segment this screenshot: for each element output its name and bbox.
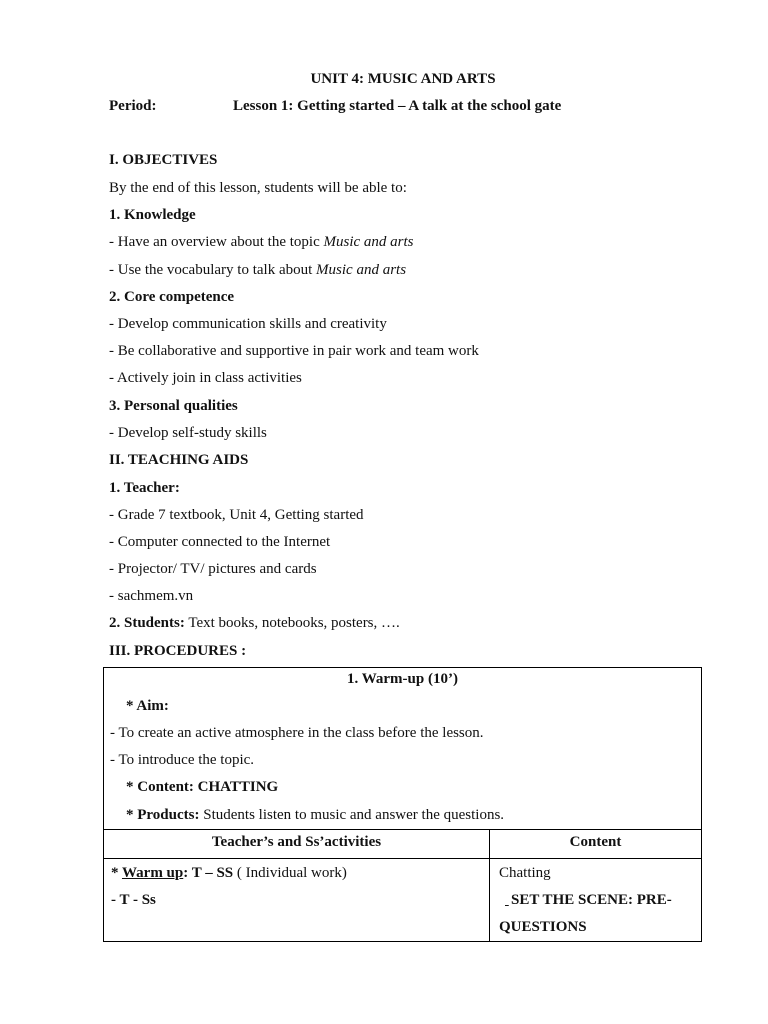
students-line xyxy=(109,613,400,633)
products-label: * Products: xyxy=(126,807,200,823)
knowledge-heading: 1. Knowledge xyxy=(109,207,196,223)
table-header-row xyxy=(104,829,701,858)
warmup-line xyxy=(111,863,347,883)
aim-item: - To create an active atmosphere in the class before the lesson. xyxy=(110,725,484,741)
competence-item: - Actively join in class activities xyxy=(109,370,302,386)
aim-label: * Aim: xyxy=(126,698,169,714)
students-text: Text books, notebooks, posters, …. xyxy=(184,615,400,631)
objectives-intro: By the end of this lesson, students will be able to: xyxy=(109,180,407,196)
teacher-item: - Computer connected to the Internet xyxy=(109,534,331,550)
period-label: Period: xyxy=(109,98,157,114)
knowledge-item xyxy=(109,260,406,280)
teacher-item: - sachmem.vn xyxy=(109,588,194,604)
lesson-title: Lesson 1: Getting started – A talk at the school gate xyxy=(233,98,562,114)
header-cell-content xyxy=(490,830,701,858)
qualities-item: - Develop self-study skills xyxy=(109,425,267,441)
content-label: * Content: CHATTING xyxy=(126,779,279,795)
header-content-label: Content xyxy=(569,834,622,850)
competence-item: - Develop communication skills and creativity xyxy=(109,316,387,332)
competence-item: - Be collaborative and supportive in pair work and team work xyxy=(109,343,479,359)
content-chatting: Chatting xyxy=(499,865,551,881)
knowledge-item-topic: Music and arts xyxy=(323,234,414,250)
header-activities-label: Teacher’s and Ss’activities xyxy=(211,834,382,850)
table-row xyxy=(104,858,701,941)
warmup-mode: : T – SS xyxy=(183,865,234,881)
procedures-table xyxy=(103,667,702,942)
warmup-section xyxy=(104,668,701,829)
content-cell xyxy=(490,859,701,941)
competence-heading: 2. Core competence xyxy=(109,289,235,305)
students-label: 2. Students: xyxy=(109,615,185,631)
knowledge-item-text: - Have an overview about the topic xyxy=(109,234,324,250)
set-scene-text: SET THE SCENE: PRE- xyxy=(511,892,672,908)
warmup-label: Warm up xyxy=(121,865,184,881)
unit-title: UNIT 4: MUSIC AND ARTS xyxy=(310,71,496,87)
period-row xyxy=(109,96,669,116)
qualities-heading: 3. Personal qualities xyxy=(109,398,238,414)
content-set-scene xyxy=(505,890,672,910)
aim-item: - To introduce the topic. xyxy=(110,752,255,768)
knowledge-item xyxy=(109,232,414,252)
knowledge-item-text: - Use the vocabulary to talk about xyxy=(109,262,317,278)
content-questions: QUESTIONS xyxy=(499,919,587,935)
t-ss-line: - T - Ss xyxy=(111,892,156,908)
teacher-heading: 1. Teacher: xyxy=(109,480,180,496)
warmup-title: 1. Warm-up (10’) xyxy=(347,671,458,687)
knowledge-item-topic: Music and arts xyxy=(316,262,407,278)
warmup-prefix: * xyxy=(111,865,122,881)
teacher-item: - Projector/ TV/ pictures and cards xyxy=(109,561,317,577)
activities-cell xyxy=(104,859,490,941)
procedures-heading: III. PROCEDURES : xyxy=(109,643,247,659)
teaching-aids-heading: II. TEACHING AIDS xyxy=(109,452,249,468)
teacher-item: - Grade 7 textbook, Unit 4, Getting started xyxy=(109,507,364,523)
products-line xyxy=(126,805,504,825)
objectives-heading: I. OBJECTIVES xyxy=(109,152,218,168)
products-text: Students listen to music and answer the questions. xyxy=(199,807,505,823)
header-cell-activities xyxy=(104,830,490,858)
warmup-note: ( Individual work) xyxy=(233,865,347,881)
